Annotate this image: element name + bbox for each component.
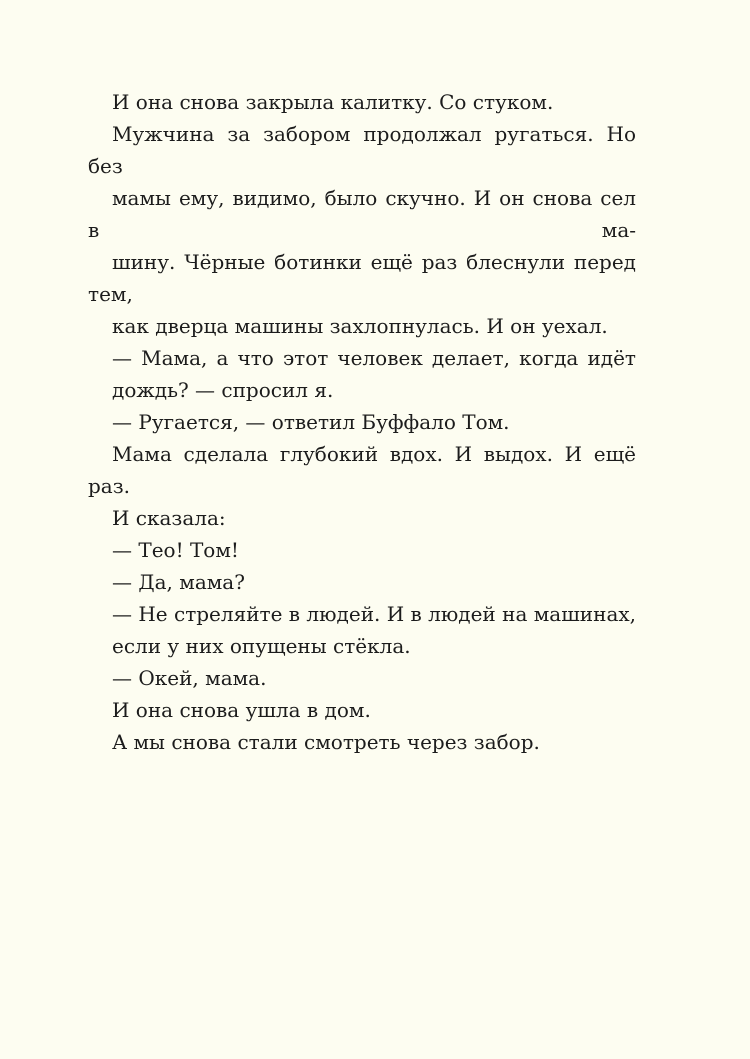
paragraph-6 bbox=[88, 534, 636, 566]
text-line: как дверца машины захлопнулась. И он уехал. bbox=[112, 314, 608, 338]
text-line: — Мама, а что этот человек делает, когда идёт bbox=[112, 346, 636, 370]
text-line: И сказала: bbox=[112, 506, 226, 530]
paragraph-7 bbox=[88, 566, 636, 598]
text-line: мамы ему, видимо, было скучно. И он снова сел в ма- bbox=[88, 186, 636, 242]
paragraph-10 bbox=[88, 694, 636, 726]
paragraph-2 bbox=[88, 118, 636, 342]
paragraph-5 bbox=[88, 438, 636, 534]
text-line: — Ругается, — ответил Буффало Том. bbox=[112, 410, 510, 434]
body-text bbox=[88, 86, 636, 758]
text-line: И она снова закрыла калитку. Со стуком. bbox=[112, 90, 554, 114]
paragraph-4 bbox=[88, 406, 636, 438]
text-line: — Окей, мама. bbox=[112, 666, 267, 690]
text-line: Мужчина за забором продолжал ругаться. Но без bbox=[88, 122, 636, 178]
paragraph-8 bbox=[88, 598, 636, 662]
text-line: — Не стреляйте в людей. И в людей на машинах, bbox=[112, 602, 637, 626]
paragraph-9 bbox=[88, 662, 636, 694]
text-line: — Тео! Том! bbox=[112, 538, 239, 562]
paragraph-1 bbox=[88, 86, 636, 118]
text-line: шину. Чёрные ботинки ещё раз блеснули перед тем, bbox=[88, 250, 636, 306]
paragraph-3 bbox=[88, 342, 636, 406]
text-line: А мы снова стали смотреть через забор. bbox=[112, 730, 540, 754]
text-line: — Да, мама? bbox=[112, 570, 245, 594]
text-line: дождь? — спросил я. bbox=[112, 378, 334, 402]
text-line: если у них опущены стёкла. bbox=[112, 634, 411, 658]
text-line: И она снова ушла в дом. bbox=[112, 698, 371, 722]
text-line: Мама сделала глубокий вдох. И выдох. И ещё раз. bbox=[88, 442, 636, 498]
paragraph-11 bbox=[88, 726, 636, 758]
